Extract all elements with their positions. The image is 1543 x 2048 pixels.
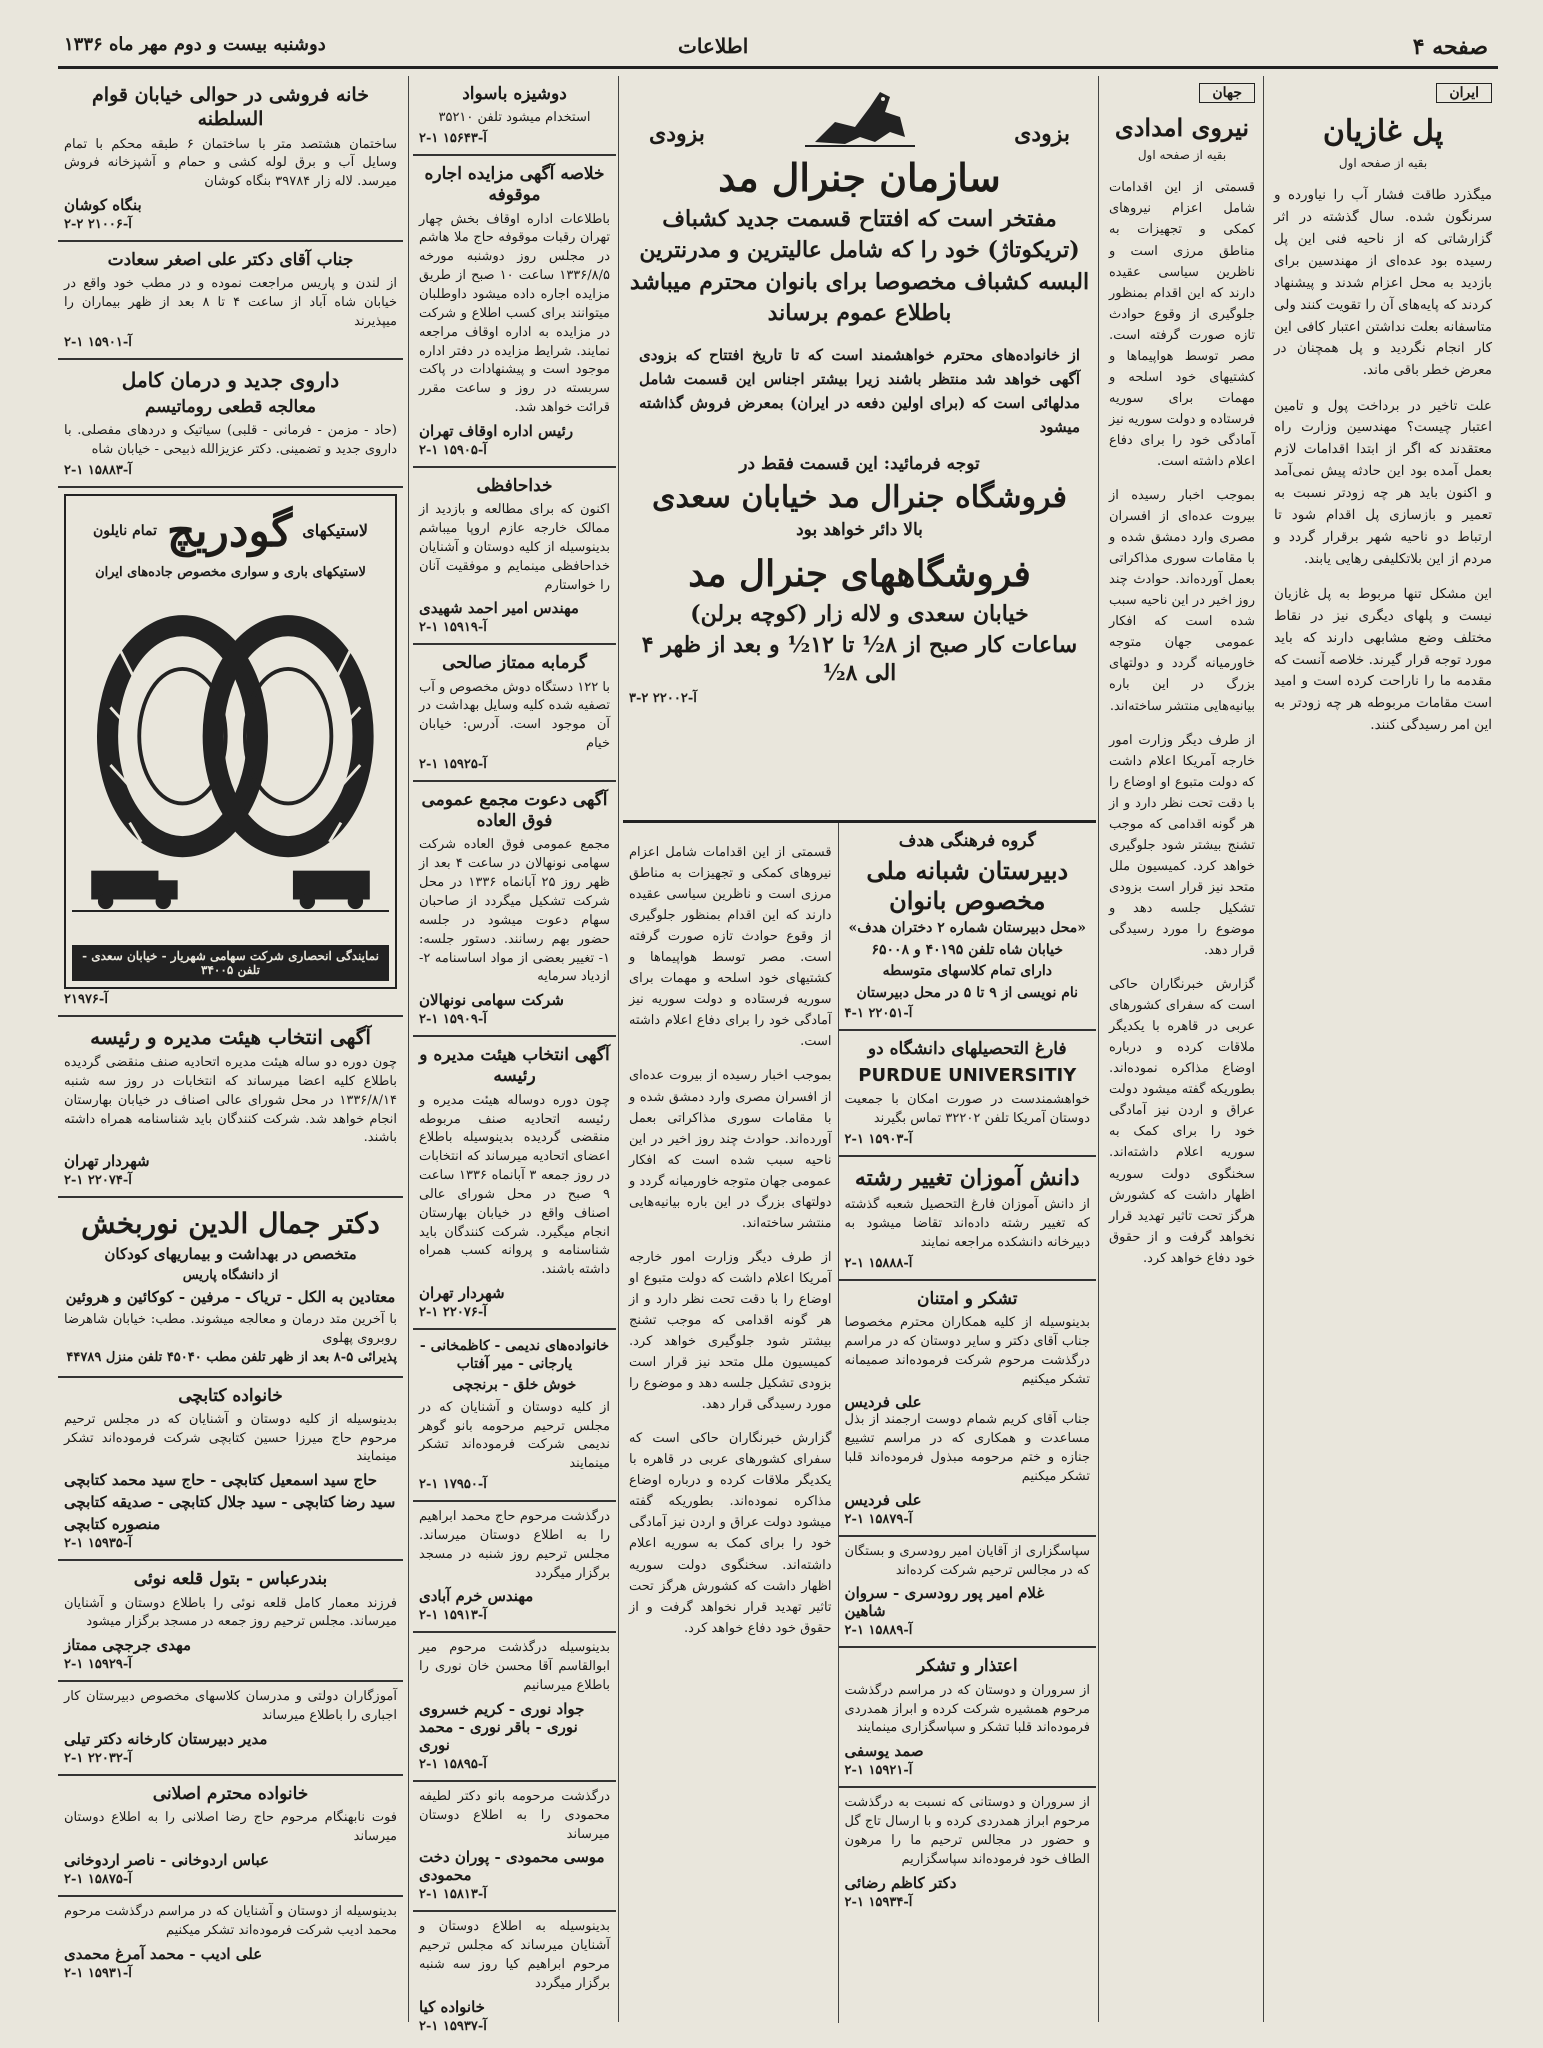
ad-signature: جواد نوری - کریم خسروی نوری - باقر نوری - محمد نوری	[419, 1699, 585, 1754]
ad-assembly	[413, 782, 616, 1037]
ad-signature: مهدی جرجچی ممتاز	[64, 1636, 192, 1655]
ad-cure	[58, 360, 403, 488]
ad-line: باطلاع عموم برساند	[767, 300, 952, 326]
article-body: از طرف دیگر وزارت امور خارجه آمریکا اعلام داشت که دولت متبوع او اوضاع را با دقت تحت نظر دارد و از هر گونه اقدامی که موجب تشنج بیشتر شود جلوگیری خواهد کرد. کمیسیون ملل متحد نیز قرار است بزودی تشکیل جلسه دهد و موضوع را مورد رسیدگی قرار دهد.	[1109, 732, 1255, 959]
ad-general-mode	[623, 76, 1096, 823]
ad-line: البسه کشباف مخصوصا برای بانوان محترم میباشد	[629, 268, 1090, 295]
ad-ref: آ-۲۱۰۰۶ ۲-۲	[64, 217, 132, 233]
paper-name: اطلاعات	[678, 34, 749, 58]
article-body: بموجب اخبار رسیده از بیروت عده‌ای از افسران مصری وارد دمشق شده و با مقامات سوری مذاکراتی بعمل آورده‌اند. حوادث چند روز اخیر در این ناحیه سبب شده است که افکار عمومی جهان متوجه خاورمیانه گردد و دولتهای بزرگ در این باره بیانیه‌هایی منتشر ساخته‌اند.	[1109, 488, 1255, 714]
ad-title: اعتذار و تشکر	[916, 1656, 1018, 1677]
ad-title: آگهی انتخاب هیئت مدیره و رئیسه	[90, 1025, 371, 1049]
ad-dead-4	[413, 1912, 616, 2041]
ad-body: از دانش آموزان فارغ التحصیل شعبه گذشته که تغییر رشته داده‌اند تقاضا میشود به دبیرخانه دانشکده مراجعه نمایند	[844, 1197, 1090, 1250]
ad-hadaf-school	[839, 823, 1096, 1031]
ad-board-4	[413, 1037, 616, 1330]
ad-ref: آ-۱۵۸۸۸ ۱-۲	[844, 1255, 913, 1271]
ad-title: دوشیزه باسواد	[462, 84, 567, 104]
ad-body: از سروران و دوستانی که نسبت به درگذشت مرحوم ابراز همدردی کرده و با ارسال تاج گل و حضور در مجالس ترحیم ما را مرهون الطاف خود فرموده‌اند سپاسگزاریم	[844, 1795, 1090, 1867]
ad-thanks-2	[839, 1537, 1096, 1649]
ad-body: آموزگاران دولتی و مدرسان کلاسهای مخصوص دبیرستان کار اجباری را باطلاع میرساند	[64, 1689, 397, 1724]
ad-ref: آ-۱۵۹۳۱ ۱-۲	[64, 1965, 132, 1981]
tire-slogan: لاستیکهای باری و سواری مخصوص جاده‌های ایران	[95, 564, 366, 580]
griffin-logo-icon	[805, 82, 915, 152]
ad-school	[58, 1682, 403, 1776]
stores-name: فروشگاههای جنرال مد	[688, 552, 1031, 595]
ad-subtitle: خوش خلق - برنجچی	[452, 1377, 577, 1394]
article-title: نیروی امدادی	[1114, 113, 1250, 142]
ad-body: استخدام میشود تلفن ۳۵۲۱۰	[438, 110, 591, 126]
ad-ref: آ-۱۵۹۳۷ ۱-۲	[419, 2018, 487, 2034]
newspaper-page	[58, 22, 1498, 2034]
ad-title: دانش آموزان تغییر رشته	[854, 1164, 1080, 1191]
ad-body: باطلاعات اداره اوقاف بخش چهار تهران رقبات موقوفه حاج ملا هاشم در مجلس روز دوشنبه مورخه ۱۳۳۶/۸/۵ ساعت ۱۰ صبح از طریق مزایده اجاره داده میشود داوطلبان میتوانند برای کسب اطلاع و شرکت در مزایده به اداره اوقاف مراجعه نمایند. شرایط مزایده در دفتر اداره موجود است و پیشنهادات در پاکت سربسته در روز و ساعت مقرر قرائت خواهد شد.	[419, 211, 610, 416]
ad-ref: آ-۱۵۹۲۵ ۱-۲	[419, 756, 487, 772]
brand-tag: تمام نایلون	[93, 522, 158, 539]
ad-title: خداحافظی	[476, 475, 553, 496]
column-ads-5	[58, 76, 403, 2022]
ad-goodrich	[58, 488, 403, 1017]
ad-body: از سروران و دوستان که در مراسم درگذشت مرحوم همشیره شرکت کرده و ابراز همدردی فرموده‌اند قلبا تشکر و سپاسگزاری مینمایند	[844, 1682, 1090, 1736]
ad-body: بدینوسیله از کلیه دوستان و آشنایان که در مجلس ترحیم مرحوم حاج میرزا حسین کتابچی شرکت فرموده‌اند تشکر مینمایند	[64, 1411, 397, 1465]
ad-signature: بنگاه کوشان	[64, 196, 142, 215]
ad-apology	[839, 1648, 1096, 1788]
ad-ref: آ-۱۷۹۵۰ ۱-۲	[419, 1477, 487, 1493]
store-name: فروشگاه جنرال مد خیابان سعدی	[652, 479, 1067, 515]
purdue-body: خواهشمندست در صورت امکان با جمعیت دوستان آمریکا تلفن ۳۲۲۰۲ تماس بگیرند	[844, 1092, 1090, 1126]
school-title: دبیرستان شبانه ملی مخصوص بانوان	[866, 856, 1069, 916]
ad-change-major	[839, 1157, 1096, 1281]
article-body: این مشکل تنها مربوط به پل غازیان نیست و پلهای دیگری نیز در نقاط مختلف وضع مشابهی دارند که باید مورد توجه قرار گیرند. خلاصه آنست که مقدمه ما را ناراحت کرده است و امید است مقامات مربوطه هر چه زودتر به این امر رسیدگی کنند.	[1274, 586, 1492, 734]
ad-auction	[413, 156, 616, 468]
ad-title: خانواده کتابچی	[178, 1385, 283, 1406]
article-body: علت تاخیر در برداخت پول و تامین اعتبار چیست؟ مهندسین وزارت راه معتقدند که اگر از ابتدا اقدامات لازم بعمل آمده بود این حادثه پیش نمی‌آمد و اکنون باید هر چه زودتر نسبت به تعمیر و بازسازی پل اقدام شود تا ارتباط دو ناحیه شهر برقرار گردد و مردم از این بلاتکلیفی رهایی یابند.	[1274, 397, 1492, 567]
dealer-bar: نمایندگی انحصاری شرکت سهامی شهریار - خیابان سعدی - تلفن ۳۴۰۰۵	[72, 945, 389, 981]
ad-title: خلاصه آگهی مزایده اجاره موقوفه	[424, 164, 605, 206]
ad-last-center	[839, 1788, 1096, 1917]
ad-body: بدینوسیله از دوستان و آشنایان که در مراسم درگذشت مرحوم محمد ادیب شرکت فرموده‌اند تشکر میکنیم	[64, 1903, 397, 1938]
page-number: صفحه ۴	[1412, 34, 1488, 60]
ad-ref: آ-۱۵۹۳۵ ۱-۲	[64, 1536, 132, 1552]
ad-signature: خانواده کیا	[419, 1997, 485, 2016]
ad-title: آگهی دعوت مجمع عمومی فوق العاده	[421, 789, 608, 832]
ad-purdue	[839, 1031, 1096, 1156]
ad-family	[413, 1330, 616, 1502]
ad-body: سپاسگزاری از آقایان امیر رودسری و بستگان که در مجالس ترحیم شرکت کرده‌اند	[844, 1543, 1090, 1578]
ad-body: ساختمان هشتصد متر با ساختمان ۶ طبقه محکم با تمام وسایل آب و برق لوله کشی و حمام و آشپزخانه فروش میرسد. لاله زار ۳۹۷۸۴ بنگاه کوشان	[64, 136, 397, 190]
ad-line: (تریکوتاژ) خود را که شامل عالیترین و مدرنترین	[639, 237, 1080, 263]
ad-girl	[413, 76, 616, 156]
ad-signature: غلام امیر پور رودسری - سروان شاهین	[844, 1584, 1045, 1621]
ad-signature: مهندس امیر احمد شهیدی	[419, 599, 579, 618]
ad-ref: آ-۱۵۸۸۳ ۱-۲	[64, 462, 132, 478]
ad-thanks	[839, 1281, 1096, 1537]
tire-illustration-icon	[72, 585, 389, 945]
center-lower-left	[623, 823, 838, 2023]
ad-ref: آ-۲۲۰۵۱ ۱-۴	[844, 1006, 913, 1022]
purdue-line: فارغ التحصیلهای دانشگاه دو	[867, 1039, 1067, 1060]
ad-body: مجمع عمومی فوق العاده شرکت سهامی نونهالان در ساعت ۴ بعد از ظهر روز ۲۵ آبانماه ۱۳۳۶ در محل شرکت تشکیل میگردد از صاحبان سهام دعوت میشود در جلسه حضور بهم رسانند. دستور جلسه: ۱- تغییر بعضی از مواد اساسنامه ۲- ازدیاد سرمایه	[419, 837, 611, 985]
ad-ref: آ-۱۵۸۱۳ ۱-۲	[419, 1887, 487, 1903]
column-ads-4	[413, 76, 616, 2034]
ad-signature: دکتر کاظم رضائی	[844, 1873, 957, 1892]
ad-mourn	[58, 1378, 403, 1562]
article-body: از طرف دیگر وزارت امور خارجه آمریکا اعلام داشت که دولت متبوع او اوضاع را با دقت تحت نظر دارد و از هر گونه اقدامی که موجب تشنج بیشتر شود جلوگیری خواهد کرد. کمیسیون ملل متحد نیز قرار است بزودی تشکیل جلسه دهد و موضوع را مورد رسیدگی قرار دهد.	[629, 1249, 832, 1413]
ad-body: فوت نابهنگام مرحوم حاج رضا اصلانی را به اطلاع دوستان میرساند	[64, 1810, 397, 1844]
ad-doctor	[58, 242, 403, 360]
column-rule	[618, 76, 619, 2022]
school-classes: دارای تمام کلاسهای متوسطه	[882, 963, 1052, 980]
ad-bath	[413, 645, 616, 782]
ad-signature: موسی محمودی - پوران دخت محمودی	[419, 1848, 605, 1885]
column-iran	[1268, 76, 1498, 2022]
ad-body: درگذشت مرحوم حاج محمد ابراهیم را به اطلاع دوستان میرساند. مجلس ترحیم روز شنبه در مسجد برگزار میگردد	[419, 1509, 610, 1581]
ad-dead-2	[413, 1633, 616, 1782]
school-address: خیابان شاه تلفن ۴۰۱۹۵ و ۶۵۰۰۸	[871, 941, 1064, 958]
tire-prefix: لاستیکهای	[302, 521, 368, 541]
column-ads-center	[623, 76, 1096, 2022]
ad-signature: علی فردیس	[844, 1393, 922, 1412]
ad-signature: علی ادیب - محمد آمرغ محمدی	[64, 1944, 263, 1963]
ad-signature: سید رضا کتابچی - سید جلال کتابچی - صدیقه کتابچی	[64, 1493, 396, 1512]
ad-body: با ۱۲۲ دستگاه دوش مخصوص و آب تصفیه شده کلیه وسایل بهداشت در آن موجود است. آدرس: خیابان خیام	[418, 679, 610, 752]
ad-subtitle: معالجه قطعی روماتیسم	[144, 396, 317, 417]
ad-body: چون دوره دو ساله هیئت مدیره اتحادیه صنف منقضی گردیده باطلاع کلیه اعضا میرساند که انتخابات در روز سه شنبه ۱۳۳۶/۸/۱۴ در محل شورای عالی اصناف در خیابان بهارستان انجام خواهد شد. شرکت کنندگان باید شناسنامه همراه داشته باشند.	[64, 1055, 397, 1146]
ad-body: با آخرین متد درمان و معالجه میشوند. مطب: خیابان شاهرضا روبروی پهلوی	[64, 1311, 397, 1346]
ad-ref: آ-۱۵۹۲۹ ۱-۲	[64, 1657, 132, 1673]
ad-ref: آ-۱۵۸۷۹ ۱-۲	[844, 1511, 913, 1527]
ad-signature: مهندس خرم آبادی	[419, 1587, 534, 1606]
ad-university: از دانشگاه پاریس	[182, 1267, 279, 1283]
section-label: جهان	[1199, 83, 1255, 103]
store-hours: ساعات کار صبح از ۸½ تا ۱۲½ و بعد از ظهر ۴ الی ۸½	[641, 632, 1078, 686]
ad-signature: مدیر دبیرستان کارخانه دکتر تیلی	[64, 1729, 268, 1748]
article-title: پل غازیان	[1322, 114, 1444, 149]
ad-title: جناب آقای دکتر علی اصغر سعادت	[107, 250, 354, 271]
ad-ref: آ-۲۲۰۳۲ ۱-۲	[64, 1750, 132, 1766]
ad-signature: رئیس اداره اوقاف تهران	[419, 421, 574, 440]
ad-title: دکتر جمال الدین نوربخش	[81, 1207, 380, 1241]
store-address: خیابان سعدی و لاله زار (کوچه برلن)	[690, 600, 1029, 627]
article-body: قسمتی از این اقدامات شامل اعزام نیروهای کمکی و تجهیزات به مناطق مرزی است و ناظرین سیاسی عقیده دارند که این اقدام بمنظور جلوگیری از وقوع حوادث تازه صورت گرفته است. مصر توسط هواپیماها و کشتیهای خود اسلحه و مهمات برای سوریه فرستاده و دولت سوریه نیز آمادگی خود را برای دفاع اعلام داشته است.	[1109, 180, 1255, 469]
continued-note: بقیه از صفحه اول	[1137, 148, 1227, 162]
ad-title: خانه فروشی در حوالی خیابان قوام السلطنه	[92, 84, 369, 130]
masthead	[58, 22, 1498, 69]
ad-nourbakhsh	[58, 1198, 403, 1377]
ad-body: چون دوره دوساله هیئت مدیره و رئیسه اتحادیه صنف مربوطه منقضی گردیده بدینوسیله باطلاع اعضای اتحادیه میرساند که انتخابات در روز جمعه ۳ آبانماه ۱۳۳۶ ساعت ۹ صبح در محل شورای عالی اصناف واقع در خیابان بهارستان انجام میگیرد. شرکت کنندگان باید شناسنامه و پروانه کسب همراه داشته باشند.	[419, 1092, 610, 1278]
ad-dead	[413, 1502, 616, 1633]
ad-title: تشکر و امتنان	[917, 1288, 1018, 1309]
ad-ref: آ-۱۵۶۴۳ ۱-۲	[419, 131, 487, 147]
store-open: بالا دائر خواهد بود	[796, 520, 923, 541]
ad-signature: شهردار تهران	[64, 1152, 150, 1171]
purdue-name: PURDUE UNIVERSITIY	[858, 1064, 1077, 1086]
company-name: سازمان جنرال مد	[718, 155, 1001, 200]
column-rule	[1263, 76, 1264, 2022]
ad-note: از خانواده‌های محترم خواهشمند است که تا تاریخ افتتاح که بزودی آگهی خواهد شد منتظر باشند زیرا بیشتر اجناس این قسمت شامل مدلهائی است که (برای اولین دفعه در ایران) بمعرض فروش گذاشته میشود	[639, 345, 1080, 436]
section-label: ایران	[1436, 83, 1492, 103]
center-lower	[623, 823, 1096, 2023]
ad-attention: توجه فرمائید: این قسمت فقط در	[739, 453, 980, 474]
ad-title: آگهی انتخاب هیئت مدیره و رئیسه	[419, 1045, 610, 1087]
ad-signature: منصوره کتابچی	[64, 1515, 161, 1534]
soon-label: بزودی	[649, 120, 705, 147]
ad-house	[58, 76, 403, 242]
ad-dead-3	[413, 1782, 616, 1913]
ad-ref: آ-۲۲۰۰۲ ۲-۳	[629, 691, 697, 706]
column-rule	[1098, 76, 1099, 2022]
article-body: گزارش خبرنگاران حاکی است که سفرای کشورهای عربی در قاهره با یکدیگر ملاقات کرده و درباره اوضاع مذاکره نموده‌اند. بطوریکه گفته میشود دولت عراق و اردن نیز آمادگی خود را برای کمک به سوریه اعلام داشته‌اند. سخنگوی دولت سوریه اظهار داشت که کشورش هرگز تحت تاثیر تهدید قرار نخواهد گرفت و از حقوق خود دفاع خواهد کرد.	[629, 1431, 832, 1636]
ad-body: از کلیه دوستان و آشنایان که در مجلس ترحیم مرحومه بانو گوهر ندیمی شرکت فرموده‌اند تشکر مینمایند	[419, 1399, 610, 1472]
ad-title: گرمابه ممتاز صالحی	[442, 653, 587, 674]
ad-badoul	[58, 1561, 403, 1682]
ad-ref: آ-۱۵۸۹۵ ۱-۲	[419, 1756, 487, 1772]
ad-body: جناب آقای کریم شمام دوست ارجمند از بذل مساعدت و همکاری که در مراسم تشییع جنازه و ختم مرحومه مبذول فرموده‌اند قلبا تشکر میکنیم	[844, 1412, 1090, 1484]
ad-ref: آ-۱۵۸۸۹ ۱-۲	[844, 1623, 913, 1639]
ad-signature: شرکت سهامی نونهالان	[419, 991, 564, 1010]
ad-body: بدینوسیله درگذشت مرحوم میر ابوالقاسم آقا محسن خان نوری را باطلاع میرسانیم	[419, 1640, 610, 1694]
ad-signature: شهردار تهران	[419, 1284, 505, 1303]
ad-title: بندرعباس - بتول قلعه نوئی	[133, 1569, 328, 1590]
ad-body: از لندن و پاریس مراجعت نموده و در مطب خود واقع در خیابان شاه آباد از ساعت ۴ تا ۸ بعد از ظهر بیماران را میپذیرند	[64, 276, 398, 329]
ad-ref: آ-۱۵۹۲۱ ۱-۲	[844, 1763, 913, 1779]
ad-ref: آ-۱۵۹۱۹ ۱-۲	[419, 620, 487, 636]
ad-farewell	[413, 468, 616, 645]
ad-ref: آ-۲۱۹۷۶	[64, 992, 108, 1007]
article-body: قسمتی از این اقدامات شامل اعزام نیروهای کمکی و تجهیزات به مناطق مرزی است و ناظرین سیاسی عقیده دارند که این اقدام بمنظور جلوگیری از وقوع حوادث تازه صورت گرفته است. مصر توسط هواپیماها و کشتیهای خود اسلحه و مهمات برای سوریه فرستاده و دولت سوریه نیز آمادگی خود را برای دفاع اعلام داشته است.	[629, 845, 832, 1050]
school-place: «محل دبیرستان شماره ۲ دختران هدف»	[848, 920, 1087, 937]
article-body: میگذرد طاقت فشار آب را نیاورده و سرنگون شده. سال گذشته در اثر گزارشاتی که از ناحیه فنی این پل رسیده بود عده‌ای از مهندسین برای بازدید به محل اعزام شدند و پیشنهاد کردند که پایه‌های آن را تقویت کنند ولی متاسفانه بعلت نداشتن اعتبار کافی این کار انجام نگردید و پل همچنان در معرض خطر باقی ماند.	[1274, 187, 1492, 379]
ad-address: پذیرائی ۵-۸ بعد از ظهر تلفن مطب ۴۵۰۴۰ تلفن منزل ۴۴۷۸۹	[66, 1349, 397, 1365]
ad-signature: حاج سید اسمعیل کتابچی - حاج سید محمد کتابچی	[64, 1471, 377, 1490]
column-rule	[408, 76, 409, 2022]
ad-board-5	[58, 1017, 403, 1198]
ad-title: داروی جدید و درمان کامل	[121, 367, 340, 392]
ad-ref: آ-۲۲۰۷۶ ۱-۲	[419, 1305, 487, 1321]
ad-ref: آ-۱۵۹۱۳ ۱-۲	[419, 1608, 487, 1624]
ad-signature: علی فردیس	[844, 1490, 922, 1509]
ad-title: خانواده محترم اصلانی	[152, 1783, 309, 1804]
article-body: بموجب اخبار رسیده از بیروت عده‌ای از افسران مصری وارد دمشق شده و با مقامات سوری مذاکراتی بعمل آورده‌اند. حوادث چند روز اخیر در این ناحیه سبب شده است که افکار عمومی جهان متوجه خاورمیانه گردد و دولتهای بزرگ در این باره بیانیه‌هایی منتشر ساخته‌اند.	[629, 1068, 832, 1231]
ad-ref: آ-۱۵۹۰۱ ۱-۲	[64, 334, 132, 350]
ad-body: درگذشت مرحومه بانو دکتر لطیفه محمودی را به اطلاع دوستان میرساند	[419, 1788, 610, 1842]
ad-aslani	[58, 1776, 403, 1897]
ad-ref: آ-۱۵۹۳۴ ۱-۲	[844, 1894, 913, 1910]
ad-ref: آ-۱۵۹۰۳ ۱-۲	[844, 1131, 913, 1147]
ad-subtitle: متخصص در بهداشت و بیماریهای کودکان	[104, 1245, 357, 1264]
column-world	[1103, 76, 1261, 2022]
ad-treatment: معتادین به الکل - تریاک - مرفین - کوکائین و هروئین	[65, 1288, 396, 1307]
ad-last-5	[58, 1897, 403, 1989]
article-body: گزارش خبرنگاران حاکی است که سفرای کشورهای عربی در قاهره با یکدیگر ملاقات کرده و درباره اوضاع مذاکره نموده‌اند. بطوریکه گفته میشود دولت عراق و اردن نیز آمادگی خود را برای کمک به سوریه اعلام داشته‌اند. سخنگوی دولت سوریه اظهار داشت که کشورش هرگز تحت تاثیر تهدید قرار نخواهد گرفت و از حقوق خود دفاع خواهد کرد.	[1109, 977, 1255, 1266]
issue-date: دوشنبه بیست و دوم مهر ماه ۱۳۳۶	[64, 34, 326, 55]
ad-signature: عباس اردوخانی - ناصر اردوخانی	[64, 1850, 269, 1869]
school-registration: نام نویسی از ۹ تا ۵ در محل دبیرستان	[856, 984, 1079, 1001]
ad-body: اکنون که برای مطالعه و بازدید از ممالک خارجه عازم اروپا میباشم بدینوسیله از کلیه دوستان و آشنایان خداحافظی مینمایم و موفقیت آنان را خواستارم	[419, 502, 610, 593]
ad-line: مفتخر است که افتتاح قسمت جدید کشباف	[662, 205, 1057, 232]
ad-signature: صمد یوسفی	[844, 1742, 924, 1761]
ad-ref: آ-۲۲۰۷۴ ۱-۲	[64, 1173, 132, 1189]
continued-note: بقیه از صفحه اول	[1338, 155, 1428, 170]
soon-label: بزودی	[1014, 120, 1070, 147]
ad-body: بدینوسیله به اطلاع دوستان و آشنایان میرساند که مجلس ترحیم مرحوم ابراهیم کیا روز سه شنبه برگزار میگردد	[419, 1919, 610, 1991]
ad-body: بدینوسیله از کلیه همکاران محترم مخصوصا جناب آقای دکتر و سایر دوستان که در مراسم درگذشت مرحوم شرکت فرموده‌اند صمیمانه تشکر میکنیم	[844, 1314, 1090, 1387]
ad-ref: آ-۱۵۸۷۵ ۱-۲	[64, 1871, 132, 1887]
ad-ref: آ-۱۵۹۰۵ ۱-۲	[419, 442, 487, 458]
ad-body: فرزند معمار کامل قلعه نوئی را باطلاع دوستان و آشنایان میرساند. مجلس ترحیم روز جمعه در مسجد برگزار میشود	[64, 1595, 397, 1630]
brand-name: گودریچ	[167, 505, 293, 557]
ad-body: (حاد - مزمن - فرمانی - قلبی) سیاتیک و دردهای مفصلی. با داروی جدید و تضمینی. دکتر عزیزالله ذبیحی - خیابان شاه	[64, 423, 397, 457]
ad-ref: آ-۱۵۹۰۹ ۱-۲	[419, 1012, 487, 1028]
ad-title: خانواده‌های ندیمی - کاظمخانی - یارجانی - میر آفتاب	[419, 1338, 610, 1372]
group-name: گروه فرهنگی هدف	[898, 831, 1036, 851]
center-lower-right	[838, 823, 1096, 2023]
